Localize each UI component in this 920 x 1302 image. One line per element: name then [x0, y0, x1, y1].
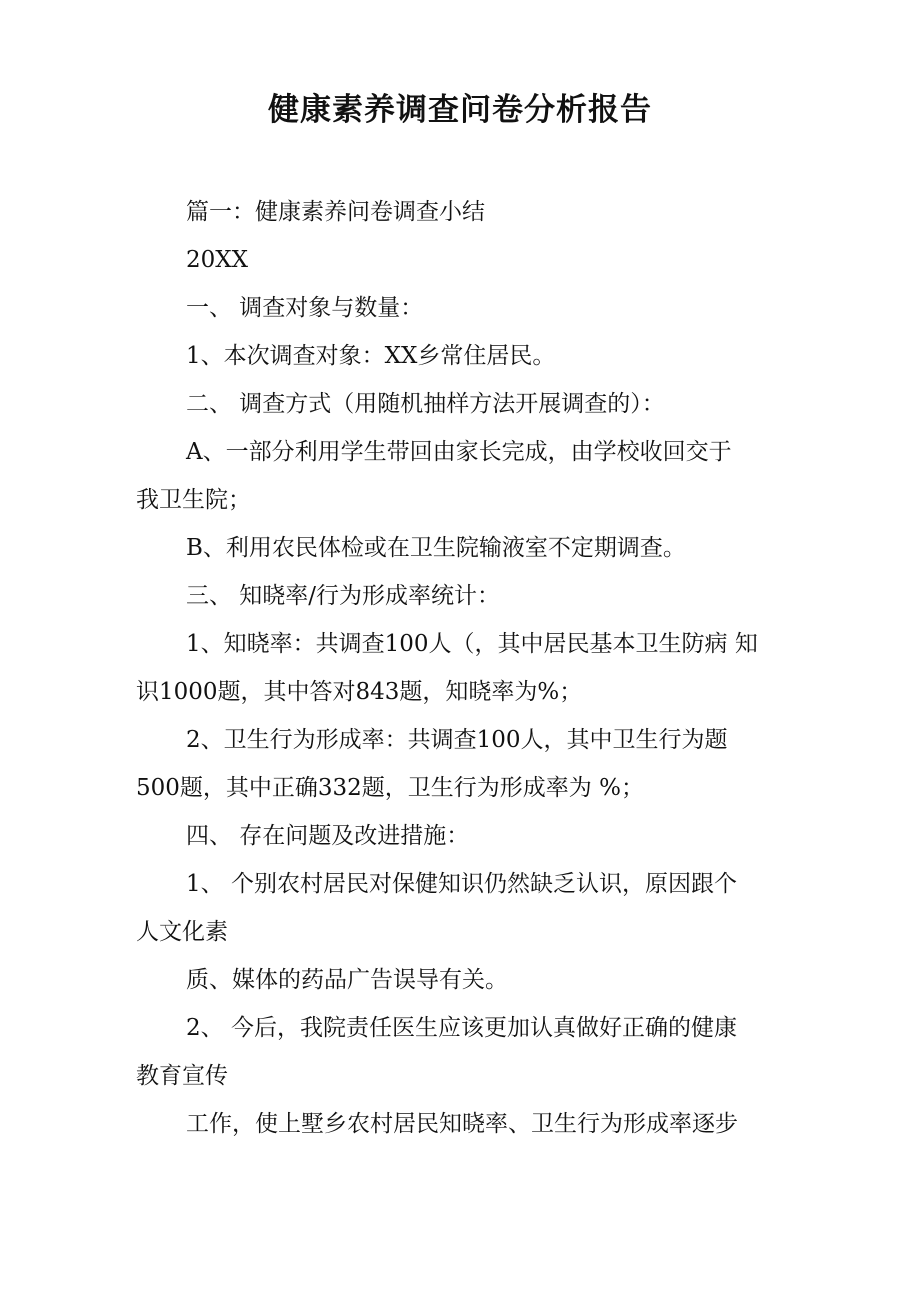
- text-line: 篇一：健康素养问卷调查小结: [186, 199, 485, 225]
- text-line: 500题，其中正确332题，卫生行为形成率为 %；: [136, 775, 644, 801]
- text-line: A、一部分利用学生带回由家长完成，由学校收回交于: [186, 439, 732, 465]
- text-line: 一、 调查对象与数量：: [186, 295, 424, 321]
- text-line: 20XX: [186, 247, 249, 273]
- text-line: 三、 知晓率/行为形成率统计：: [186, 583, 501, 609]
- text-line: 1、知晓率：共调查100人（，其中居民基本卫生防病 知: [186, 631, 758, 657]
- document-title: 健康素养调查问卷分析报告: [268, 92, 652, 128]
- text-line: 四、 存在问题及改进措施：: [186, 823, 470, 849]
- text-line: 2、 今后，我院责任医生应该更加认真做好正确的健康: [186, 1015, 737, 1041]
- text-line: 2、卫生行为形成率：共调查100人，其中卫生行为题: [186, 727, 728, 753]
- text-line: 教育宣传: [136, 1063, 228, 1089]
- text-line: 1、 个别农村居民对保健知识仍然缺乏认识，原因跟个: [186, 871, 737, 897]
- text-line: 我卫生院；: [136, 487, 251, 513]
- text-line: 二、 调查方式（用随机抽样方法开展调查的）：: [186, 391, 665, 417]
- text-line: 质、媒体的药品广告误导有关。: [186, 967, 508, 993]
- text-line: 工作，使上墅乡农村居民知晓率、卫生行为形成率逐步: [186, 1111, 738, 1137]
- text-line: 人文化素: [136, 919, 228, 945]
- text-line: 识1000题，其中答对843题，知晓率为%；: [136, 679, 583, 705]
- text-line: 1、本次调查对象：XX乡常住居民。: [186, 343, 556, 369]
- text-line: B、利用农民体检或在卫生院输液室不定期调查。: [186, 535, 686, 561]
- document-body: [136, 188, 796, 1148]
